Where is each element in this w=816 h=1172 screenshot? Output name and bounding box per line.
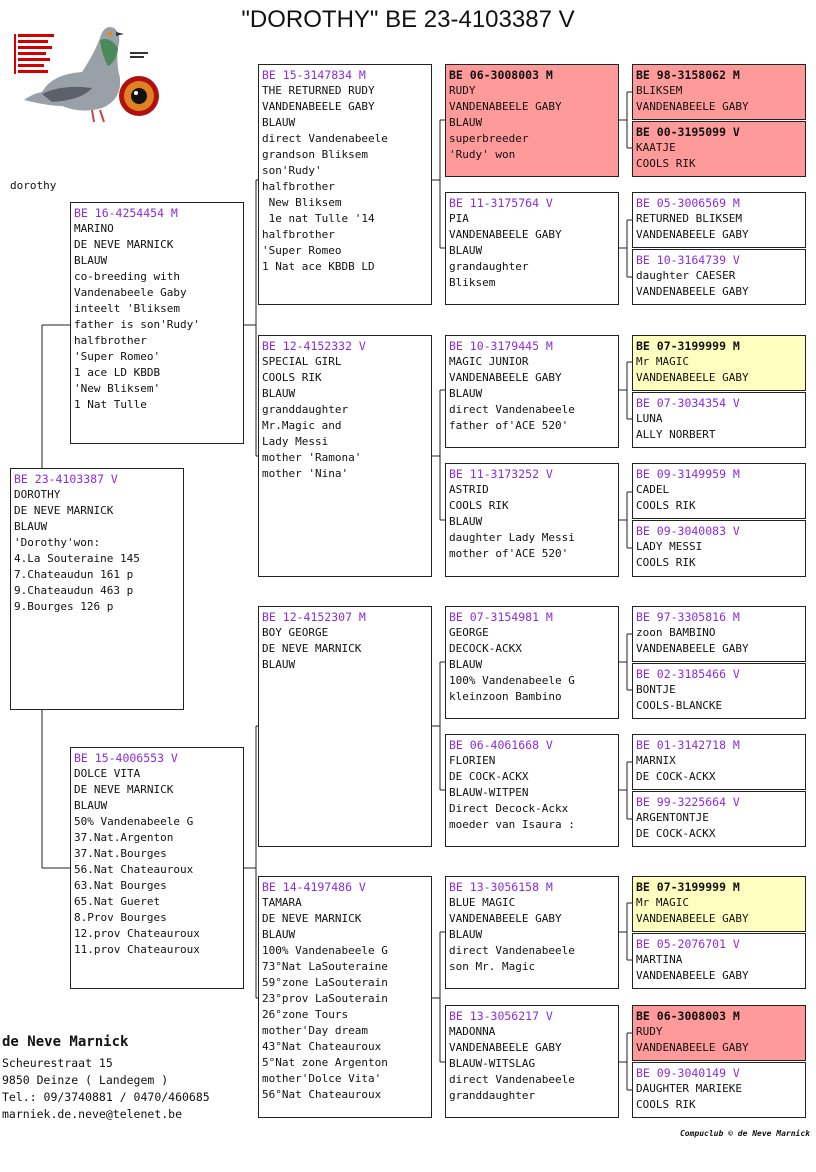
ring-number: BE 12-4152332 V — [262, 339, 366, 353]
card-line: THE RETURNED RUDY — [262, 84, 375, 97]
card-line: halfbrother — [262, 228, 335, 241]
great-great-grandparent-card — [632, 121, 806, 177]
card-line: father is son'Rudy' — [74, 318, 200, 331]
card-line: BLAUW — [449, 244, 483, 257]
card-line: DAUGHTER MARIEKE — [636, 1082, 742, 1095]
grandparent-card — [258, 335, 432, 577]
owner-phone: Tel.: 09/3740881 / 0470/460685 — [2, 1090, 210, 1104]
ring-number: BE 05-3006569 M — [636, 196, 740, 210]
card-line: RUDY — [636, 1025, 663, 1038]
card-line: 8.Prov Bourges — [74, 911, 167, 924]
card-line: DE NEVE MARNICK — [262, 912, 362, 925]
card-line: BOY GEORGE — [262, 626, 329, 639]
card-line: ASTRID — [449, 483, 489, 496]
card-line: COOLS-BLANCKE — [636, 699, 723, 712]
card-line: COOLS RIK — [636, 157, 696, 170]
card-line: son Mr. Magic — [449, 960, 536, 973]
great-great-grandparent-card — [632, 1005, 806, 1061]
great-grandparent-card — [445, 606, 619, 719]
ring-number: BE 00-3195099 V — [636, 125, 740, 139]
card-line: mother of'ACE 520' — [449, 547, 569, 560]
card-line: kleinzoon Bambino — [449, 690, 562, 703]
card-line: BLAUW — [449, 387, 483, 400]
card-line: BLAUW — [262, 116, 296, 129]
card-line: New Bliksem — [262, 196, 342, 209]
card-line: DE NEVE MARNICK — [74, 783, 174, 796]
card-line: BLAUW — [449, 116, 483, 129]
card-line: 56°Nat Chateauroux — [262, 1088, 382, 1101]
ring-number: BE 09-3149959 M — [636, 467, 740, 481]
card-line: VANDENABEELE GABY — [636, 912, 749, 925]
card-line: ALLY NORBERT — [636, 428, 716, 441]
card-line: 100% Vandenabeele G — [449, 674, 575, 687]
card-line: daughter CAESER — [636, 269, 736, 282]
card-line: 37.Nat.Argenton — [74, 831, 174, 844]
card-line: GEORGE — [449, 626, 489, 639]
card-line: DOLCE VITA — [74, 767, 141, 780]
ring-number: BE 07-3034354 V — [636, 396, 740, 410]
card-line: RUDY — [449, 84, 476, 97]
ring-number: BE 02-3185466 V — [636, 667, 740, 681]
card-line: 9.Bourges 126 p — [14, 600, 114, 613]
ring-number: BE 06-4061668 V — [449, 738, 553, 752]
ring-number: BE 12-4152307 M — [262, 610, 366, 624]
great-grandparent-card — [445, 335, 619, 448]
card-line: Bliksem — [449, 276, 496, 289]
card-line: granddaughter — [262, 403, 349, 416]
ring-number: BE 07-3199999 M — [636, 339, 740, 353]
card-line: mother 'Ramona' — [262, 451, 362, 464]
card-line: direct Vandenabeele — [449, 944, 575, 957]
card-line: direct Vandenabeele — [449, 1073, 575, 1086]
card-line: Mr MAGIC — [636, 355, 689, 368]
card-line: COOLS RIK — [636, 499, 696, 512]
card-line: grandson Bliksem — [262, 148, 368, 161]
great-great-grandparent-card — [632, 734, 806, 790]
card-line: DE COCK-ACKX — [636, 770, 716, 783]
card-line: COOLS RIK — [449, 499, 509, 512]
ring-number: BE 11-3175764 V — [449, 196, 553, 210]
great-great-grandparent-card — [632, 791, 806, 847]
card-line: mother 'Nina' — [262, 467, 349, 480]
card-line: SPECIAL GIRL — [262, 355, 342, 368]
footer-credit: Compuclub © de Neve Marnick — [679, 1129, 810, 1138]
card-line: mother'Dolce Vita' — [262, 1072, 382, 1085]
grandparent-card — [258, 606, 432, 847]
card-line: RETURNED BLIKSEM — [636, 212, 742, 225]
card-line: BLAUW — [74, 799, 108, 812]
card-line: 5°Nat zone Argenton — [262, 1056, 388, 1069]
card-line: zoon BAMBINO — [636, 626, 716, 639]
card-line: BLAUW — [74, 254, 108, 267]
ring-number: BE 13-3056217 V — [449, 1009, 553, 1023]
card-line: DOROTHY — [14, 488, 61, 501]
ring-number: BE 15-4006553 V — [74, 751, 178, 765]
card-line: 7.Chateaudun 161 p — [14, 568, 134, 581]
card-line: Mr MAGIC — [636, 896, 689, 909]
great-grandparent-card — [445, 734, 619, 847]
card-line: BLAUW — [262, 387, 296, 400]
ring-number: BE 10-3179445 M — [449, 339, 553, 353]
card-line: KAATJE — [636, 141, 676, 154]
card-line: 1e nat Tulle '14 — [262, 212, 375, 225]
card-line: Lady Messi — [262, 435, 329, 448]
card-line: 26°zone Tours — [262, 1008, 349, 1021]
pigeon-name-tag: dorothy — [10, 179, 57, 192]
card-line: COOLS RIK — [262, 371, 322, 384]
card-line: 1 Nat ace KBDB LD — [262, 260, 375, 273]
card-line: MADONNA — [449, 1025, 496, 1038]
card-line: VANDENABEELE GABY — [449, 912, 562, 925]
card-line: BLAUW-WITPEN — [449, 786, 529, 799]
card-line: DE COCK-ACKX — [449, 770, 529, 783]
card-line: BLAUW — [449, 515, 483, 528]
card-line: 'Super Romeo — [262, 244, 342, 257]
grandparent-card — [258, 64, 432, 305]
card-line: 11.prov Chateauroux — [74, 943, 200, 956]
card-line: MAGIC JUNIOR — [449, 355, 529, 368]
card-line: grandaughter — [449, 260, 529, 273]
card-line: moeder van Isaura : — [449, 818, 575, 831]
great-great-grandparent-card — [632, 606, 806, 662]
great-great-grandparent-card — [632, 392, 806, 448]
card-line: 'Super Romeo' — [74, 350, 161, 363]
card-line: 43°Nat Chateauroux — [262, 1040, 382, 1053]
card-line: VANDENABEELE GABY — [636, 100, 749, 113]
page-title: "DOROTHY" BE 23-4103387 V — [241, 6, 575, 33]
ring-number: BE 11-3173252 V — [449, 467, 553, 481]
ring-number: BE 05-2076701 V — [636, 937, 740, 951]
ring-number: BE 09-3040149 V — [636, 1066, 740, 1080]
card-line: VANDENABEELE GABY — [636, 969, 749, 982]
card-line: VANDENABEELE GABY — [636, 642, 749, 655]
ring-number: BE 10-3164739 V — [636, 253, 740, 267]
great-great-grandparent-card — [632, 876, 806, 932]
card-line: CADEL — [636, 483, 670, 496]
card-line: 50% Vandenabeele G — [74, 815, 194, 828]
ring-number: BE 06-3008003 M — [449, 68, 553, 82]
great-great-grandparent-card — [632, 335, 806, 391]
dam-card — [70, 747, 244, 989]
great-grandparent-card — [445, 876, 619, 989]
card-line: granddaughter — [449, 1089, 536, 1102]
card-line: 63.Nat Bourges — [74, 879, 167, 892]
card-line: direct Vandenabeele — [262, 132, 388, 145]
card-line: MARTINA — [636, 953, 683, 966]
card-line: halfbrother — [74, 334, 147, 347]
card-line: 'Rudy' won — [449, 148, 516, 161]
great-great-grandparent-card — [632, 933, 806, 989]
subject-card — [10, 468, 184, 710]
owner-city: 9850 Deinze ( Landegem ) — [2, 1073, 169, 1087]
card-line: 73°Nat LaSouteraine — [262, 960, 388, 973]
great-great-grandparent-card — [632, 463, 806, 519]
card-line: Vandenabeele Gaby — [74, 286, 187, 299]
card-line: BLAUW — [262, 658, 296, 671]
card-line: son'Rudy' — [262, 164, 322, 177]
card-line: 9.Chateaudun 463 p — [14, 584, 134, 597]
card-line: LADY MESSI — [636, 540, 703, 553]
card-line: VANDENABEELE GABY — [636, 285, 749, 298]
card-line: 59°zone LaSouterain — [262, 976, 388, 989]
card-line: ARGENTONTJE — [636, 811, 709, 824]
card-line: Direct Decock-Ackx — [449, 802, 569, 815]
card-line: mother'Day dream — [262, 1024, 368, 1037]
great-grandparent-card — [445, 463, 619, 577]
card-line: BONTJE — [636, 683, 676, 696]
card-line: Mr.Magic and — [262, 419, 342, 432]
card-line: VANDENABEELE GABY — [449, 1041, 562, 1054]
card-line: 4.La Souteraine 145 — [14, 552, 140, 565]
card-line: COOLS RIK — [636, 1098, 696, 1111]
card-line: inteelt 'Bliksem — [74, 302, 180, 315]
card-line: daughter Lady Messi — [449, 531, 575, 544]
great-grandparent-card — [445, 1005, 619, 1118]
card-line: 65.Nat Gueret — [74, 895, 161, 908]
card-line: VANDENABEELE GABY — [449, 228, 562, 241]
card-line: VANDENABEELE GABY — [636, 228, 749, 241]
card-line: 23°prov LaSouterain — [262, 992, 388, 1005]
great-grandparent-card — [445, 192, 619, 305]
card-line: co-breeding with — [74, 270, 180, 283]
ring-number: BE 07-3199999 M — [636, 880, 740, 894]
card-line: BLAUW — [449, 928, 483, 941]
card-line: DE NEVE MARNICK — [262, 642, 362, 655]
card-line: COOLS RIK — [636, 556, 696, 569]
owner-name: de Neve Marnick — [2, 1034, 129, 1050]
card-line: superbreeder — [449, 132, 529, 145]
card-line: 1 ace LD KBDB — [74, 366, 161, 379]
card-line: MARINO — [74, 222, 114, 235]
card-line: BLAUW-WITSLAG — [449, 1057, 536, 1070]
great-grandparent-card — [445, 64, 619, 177]
card-line: MARNIX — [636, 754, 676, 767]
ring-number: BE 07-3154981 M — [449, 610, 553, 624]
ring-number: BE 01-3142718 M — [636, 738, 740, 752]
ring-number: BE 14-4197486 V — [262, 880, 366, 894]
ring-number: BE 97-3305816 M — [636, 610, 740, 624]
card-line: 56.Nat Chateauroux — [74, 863, 194, 876]
card-line: 'Dorothy'won: — [14, 536, 101, 549]
great-great-grandparent-card — [632, 64, 806, 120]
card-line: DE COCK-ACKX — [636, 827, 716, 840]
great-great-grandparent-card — [632, 1062, 806, 1118]
ring-number: BE 06-3008003 M — [636, 1009, 740, 1023]
great-great-grandparent-card — [632, 663, 806, 719]
card-line: 'New Bliksem' — [74, 382, 161, 395]
owner-address: Scheurestraat 15 — [2, 1056, 113, 1070]
card-line: BLIKSEM — [636, 84, 683, 97]
card-line: LUNA — [636, 412, 663, 425]
card-line: DE NEVE MARNICK — [74, 238, 174, 251]
card-line: VANDENABEELE GABY — [636, 371, 749, 384]
card-line: VANDENABEELE GABY — [449, 100, 562, 113]
card-line: VANDENABEELE GABY — [636, 1041, 749, 1054]
card-line: 100% Vandenabeele G — [262, 944, 388, 957]
great-great-grandparent-card — [632, 249, 806, 305]
ring-number: BE 15-3147834 M — [262, 68, 366, 82]
great-great-grandparent-card — [632, 520, 806, 577]
ring-number: BE 16-4254454 M — [74, 206, 178, 220]
ring-number: BE 99-3225664 V — [636, 795, 740, 809]
card-line: VANDENABEELE GABY — [262, 100, 375, 113]
ring-number: BE 13-3056158 M — [449, 880, 553, 894]
grandparent-card — [258, 876, 432, 1118]
card-line: BLAUW — [449, 658, 483, 671]
card-line: BLUE MAGIC — [449, 896, 516, 909]
card-line: FLORIEN — [449, 754, 496, 767]
card-line: TAMARA — [262, 896, 302, 909]
card-line: BLAUW — [262, 928, 296, 941]
ring-number: BE 09-3040083 V — [636, 524, 740, 538]
card-line: DE NEVE MARNICK — [14, 504, 114, 517]
sire-card — [70, 202, 244, 444]
great-great-grandparent-card — [632, 192, 806, 248]
card-line: halfbrother — [262, 180, 335, 193]
card-line: father of'ACE 520' — [449, 419, 569, 432]
ring-number: BE 23-4103387 V — [14, 472, 118, 486]
ring-number: BE 98-3158062 M — [636, 68, 740, 82]
card-line: PIA — [449, 212, 469, 225]
card-line: VANDENABEELE GABY — [449, 371, 562, 384]
card-line: 1 Nat Tulle — [74, 398, 147, 411]
card-line: BLAUW — [14, 520, 48, 533]
card-line: DECOCK-ACKX — [449, 642, 522, 655]
card-line: 37.Nat.Bourges — [74, 847, 167, 860]
owner-email[interactable]: marniek.de.neve@telenet.be — [2, 1107, 183, 1121]
card-line: 12.prov Chateauroux — [74, 927, 200, 940]
card-line: direct Vandenabeele — [449, 403, 575, 416]
owner-info — [2, 1034, 210, 1123]
